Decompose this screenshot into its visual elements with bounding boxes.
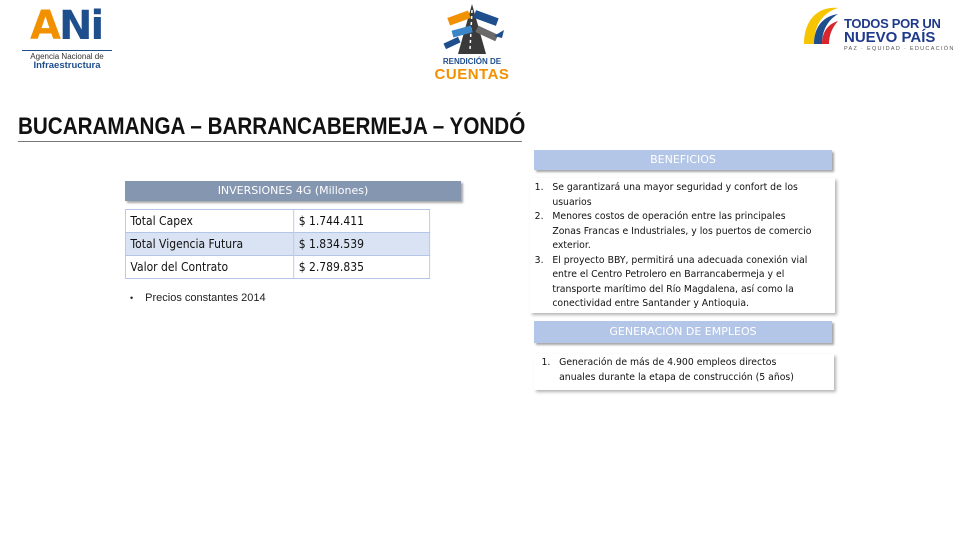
todos-logo-line1: TODOS POR UN	[844, 16, 941, 31]
rendicion-cuentas-logo	[418, 0, 526, 90]
rendicion-logo-line2: CUENTAS	[434, 66, 510, 83]
bullet-icon: •	[130, 293, 134, 303]
todos-por-un-nuevo-pais-logo	[798, 4, 955, 56]
table-cell-label: Total Capex	[125, 210, 293, 233]
precios-note-text: Precios constantes 2014	[145, 292, 266, 304]
title-underline	[18, 141, 522, 142]
list-item-line: Menores costos de operación entre las principales	[552, 211, 786, 222]
ani-logo-letters: ANi	[30, 3, 103, 49]
beneficios-box	[530, 178, 835, 313]
slide-title: BUCARAMANGA – BARRANCABERMEJA – YONDÓ	[18, 113, 526, 140]
empleos-header: GENERACIÓN DE EMPLEOS	[534, 321, 832, 343]
list-item-number: 1.	[534, 182, 544, 193]
list-item-number: 3.	[534, 254, 544, 266]
list-item-line: exterior.	[552, 240, 591, 251]
ani-logo-line2: Infraestructura	[33, 60, 101, 71]
list-item	[530, 210, 814, 254]
list-item	[530, 181, 814, 210]
rendicion-logo-line1: RENDICIÓN DE	[442, 57, 502, 66]
list-item-line: Zonas Francas e Industriales, y los puertos de comercio	[552, 225, 812, 237]
ani-logo	[12, 3, 112, 71]
todos-logo-line3: PAZ · EQUIDAD · EDUCACIÓN	[844, 46, 955, 52]
road-sign-icon	[418, 0, 526, 58]
inversiones-header: INVERSIONES 4G (Millones)	[125, 181, 461, 201]
beneficios-list	[530, 178, 835, 312]
list-item-line: El proyecto BBY, permitirá una adecuada conexión vial	[552, 254, 808, 266]
empleos-box	[534, 354, 834, 390]
table-cell-value: $ 1.744.411	[294, 210, 430, 233]
list-item-number: 1.	[541, 357, 551, 368]
table-cell-value: $ 2.789.835	[294, 256, 430, 279]
table-row	[125, 233, 429, 256]
table-row	[125, 256, 429, 279]
list-item-line: usuarios	[552, 196, 592, 208]
table-cell-label: Total Vigencia Futura	[125, 233, 293, 256]
table-cell-value: $ 1.834.539	[294, 233, 430, 256]
list-item-line: conectividad entre Santander y Antioquia.	[552, 298, 750, 309]
list-item	[530, 254, 814, 312]
todos-logo-line2: NUEVO PAÍS	[844, 29, 936, 46]
list-item-line: entre el Centro Petrolero en Barrancabermeja y el	[552, 269, 785, 280]
precios-note	[130, 292, 266, 304]
colombia-flag-wave-icon	[798, 4, 842, 56]
table-cell-label: Valor del Contrato	[125, 256, 293, 279]
list-item-line: Se garantizará una mayor seguridad y confort de los	[552, 182, 798, 193]
list-item-line: Generación de más de 4.900 empleos directos	[559, 357, 777, 368]
table-row	[125, 210, 429, 233]
beneficios-header: BENEFICIOS	[534, 150, 832, 170]
ani-logo-line1: Agencia Nacional de	[22, 50, 112, 61]
list-item-number: 2.	[534, 211, 544, 222]
list-item-line: transporte marítimo del Río Magdalena, así como la	[552, 283, 794, 295]
list-item	[534, 356, 813, 385]
empleos-list	[534, 354, 834, 385]
list-item-line: anuales durante la etapa de construcción (5 años)	[559, 371, 794, 383]
inversiones-table	[125, 209, 430, 279]
